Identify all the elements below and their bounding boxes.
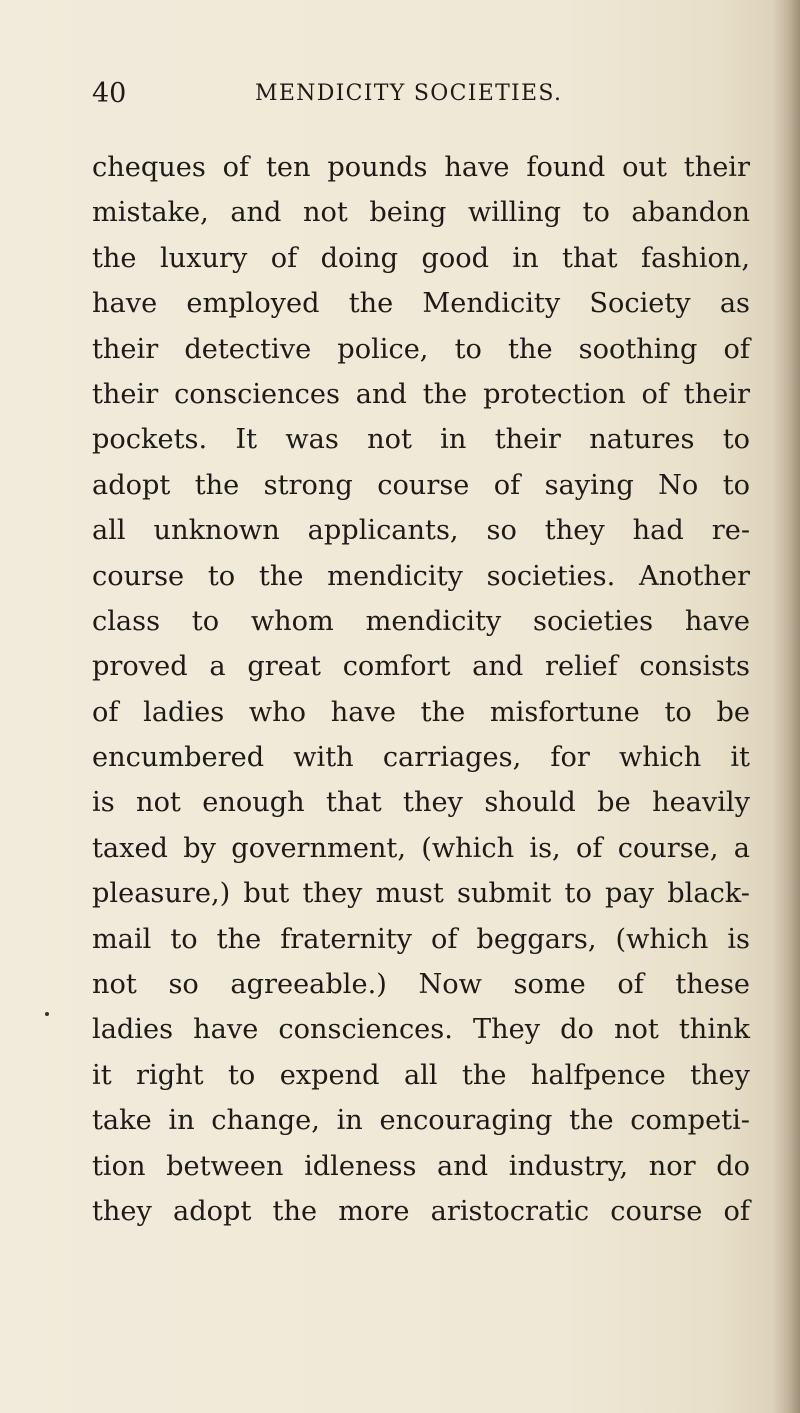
text-line: pleasure,) but they must submit to pay black- [92, 878, 750, 910]
text-line: cheques of ten pounds have found out their [92, 152, 750, 183]
text-line: adopt the strong course of saying No to [92, 469, 750, 501]
text-line: mail to the fraternity of beggars, (which is [92, 923, 750, 955]
text-line: mistake, and not being willing to abandon [92, 197, 750, 229]
text-line: pockets. It was not in their natures to [92, 424, 750, 456]
text-line: all unknown applicants, so they had re- [92, 515, 750, 547]
text-line: proved a great comfort and relief consists [92, 651, 750, 683]
text-line: the luxury of doing good in that fashion, [92, 242, 750, 274]
page-number: 40 [92, 78, 127, 109]
page-gutter-shadow [772, 0, 800, 1413]
body-text [92, 145, 750, 1234]
running-title: MENDICITY SOCIETIES. [255, 81, 563, 106]
running-head [0, 78, 800, 118]
text-line: is not enough that they should be heavily [92, 787, 750, 819]
text-line: take in change, in encouraging the competi- [92, 1105, 750, 1137]
text-line: not so agreeable.) Now some of these [92, 969, 750, 1001]
text-line: they adopt the more aristocratic course of [92, 1195, 750, 1227]
margin-mark [45, 1012, 49, 1016]
text-line: have employed the Mendicity Society as [92, 288, 750, 320]
text-line: their detective police, to the soothing of [92, 333, 750, 365]
text-line: their consciences and the protection of their [92, 378, 750, 410]
text-line: course to the mendicity societies. Another [92, 560, 750, 592]
text-line: ladies have consciences. They do not think [92, 1014, 750, 1046]
text-line: it right to expend all the halfpence they [92, 1059, 750, 1091]
text-line: class to whom mendicity societies have [92, 605, 750, 637]
text-line: taxed by government, (which is, of course, a [92, 832, 750, 864]
text-line: encumbered with carriages, for which it [92, 742, 750, 774]
text-line: of ladies who have the misfortune to be [92, 696, 750, 728]
text-line: tion between idleness and industry, nor do [92, 1150, 750, 1182]
